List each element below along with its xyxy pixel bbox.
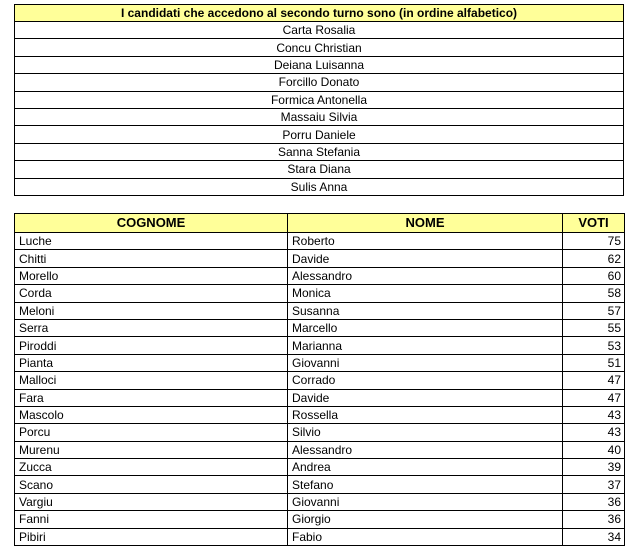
list-item (15, 161, 624, 178)
table-row (15, 337, 625, 354)
first-name-cell: Giorgio (288, 511, 563, 528)
column-header-cognome: COGNOME (15, 214, 288, 233)
candidate-name: Forcillo Donato (15, 74, 624, 91)
surname-cell: Serra (15, 319, 288, 336)
votes-cell: 51 (563, 354, 625, 371)
surname-cell: Malloci (15, 372, 288, 389)
column-header-nome: NOME (288, 214, 563, 233)
first-name-cell: Roberto (288, 233, 563, 250)
admitted-table-header: I candidati che accedono al secondo turno sono (in ordine alfabetico) (15, 5, 624, 22)
surname-cell: Pianta (15, 354, 288, 371)
list-item (15, 91, 624, 108)
candidate-name: Sulis Anna (15, 178, 624, 195)
table-row (15, 389, 625, 406)
candidate-name: Concu Christian (15, 39, 624, 56)
first-name-cell: Giovanni (288, 493, 563, 510)
table-row (15, 250, 625, 267)
list-item (15, 56, 624, 73)
votes-cell: 47 (563, 372, 625, 389)
table-row (15, 511, 625, 528)
votes-cell: 55 (563, 319, 625, 336)
votes-cell: 47 (563, 389, 625, 406)
votes-header-row (15, 214, 625, 233)
candidate-name: Porru Daniele (15, 126, 624, 143)
surname-cell: Pibiri (15, 528, 288, 545)
first-name-cell: Fabio (288, 528, 563, 545)
surname-cell: Corda (15, 285, 288, 302)
list-item (15, 143, 624, 160)
votes-cell: 53 (563, 337, 625, 354)
list-item (15, 178, 624, 195)
first-name-cell: Stefano (288, 476, 563, 493)
table-row (15, 354, 625, 371)
surname-cell: Murenu (15, 441, 288, 458)
first-name-cell: Rossella (288, 406, 563, 423)
table-row (15, 459, 625, 476)
votes-cell: 58 (563, 285, 625, 302)
votes-cell: 40 (563, 441, 625, 458)
surname-cell: Mascolo (15, 406, 288, 423)
votes-cell: 43 (563, 406, 625, 423)
first-name-cell: Corrado (288, 372, 563, 389)
votes-cell: 57 (563, 302, 625, 319)
table-row (15, 406, 625, 423)
first-name-cell: Giovanni (288, 354, 563, 371)
first-name-cell: Marcello (288, 319, 563, 336)
table-row (15, 424, 625, 441)
surname-cell: Meloni (15, 302, 288, 319)
table-row (15, 267, 625, 284)
candidate-name: Massaiu Silvia (15, 108, 624, 125)
table-row (15, 441, 625, 458)
surname-cell: Fara (15, 389, 288, 406)
candidate-name: Deiana Luisanna (15, 56, 624, 73)
admitted-candidates-table (14, 4, 624, 196)
votes-cell: 39 (563, 459, 625, 476)
candidate-name: Formica Antonella (15, 91, 624, 108)
votes-cell: 43 (563, 424, 625, 441)
votes-cell: 37 (563, 476, 625, 493)
votes-cell: 75 (563, 233, 625, 250)
surname-cell: Chitti (15, 250, 288, 267)
table-row (15, 302, 625, 319)
list-item (15, 22, 624, 39)
first-name-cell: Davide (288, 250, 563, 267)
surname-cell: Porcu (15, 424, 288, 441)
table-row (15, 493, 625, 510)
votes-table (14, 213, 625, 546)
table-row (15, 319, 625, 336)
votes-cell: 34 (563, 528, 625, 545)
surname-cell: Luche (15, 233, 288, 250)
table-row (15, 285, 625, 302)
candidate-name: Carta Rosalia (15, 22, 624, 39)
votes-cell: 62 (563, 250, 625, 267)
surname-cell: Morello (15, 267, 288, 284)
first-name-cell: Susanna (288, 302, 563, 319)
first-name-cell: Andrea (288, 459, 563, 476)
table-row (15, 476, 625, 493)
votes-body (15, 233, 625, 546)
surname-cell: Scano (15, 476, 288, 493)
votes-cell: 60 (563, 267, 625, 284)
first-name-cell: Alessandro (288, 441, 563, 458)
admitted-list (15, 22, 624, 196)
votes-cell: 36 (563, 511, 625, 528)
surname-cell: Vargiu (15, 493, 288, 510)
table-row (15, 372, 625, 389)
list-item (15, 108, 624, 125)
first-name-cell: Silvio (288, 424, 563, 441)
votes-cell: 36 (563, 493, 625, 510)
column-header-voti: VOTI (563, 214, 625, 233)
surname-cell: Piroddi (15, 337, 288, 354)
surname-cell: Zucca (15, 459, 288, 476)
table-row (15, 528, 625, 545)
first-name-cell: Marianna (288, 337, 563, 354)
list-item (15, 39, 624, 56)
first-name-cell: Monica (288, 285, 563, 302)
first-name-cell: Davide (288, 389, 563, 406)
list-item (15, 74, 624, 91)
first-name-cell: Alessandro (288, 267, 563, 284)
surname-cell: Fanni (15, 511, 288, 528)
list-item (15, 126, 624, 143)
candidate-name: Stara Diana (15, 161, 624, 178)
candidate-name: Sanna Stefania (15, 143, 624, 160)
table-row (15, 233, 625, 250)
